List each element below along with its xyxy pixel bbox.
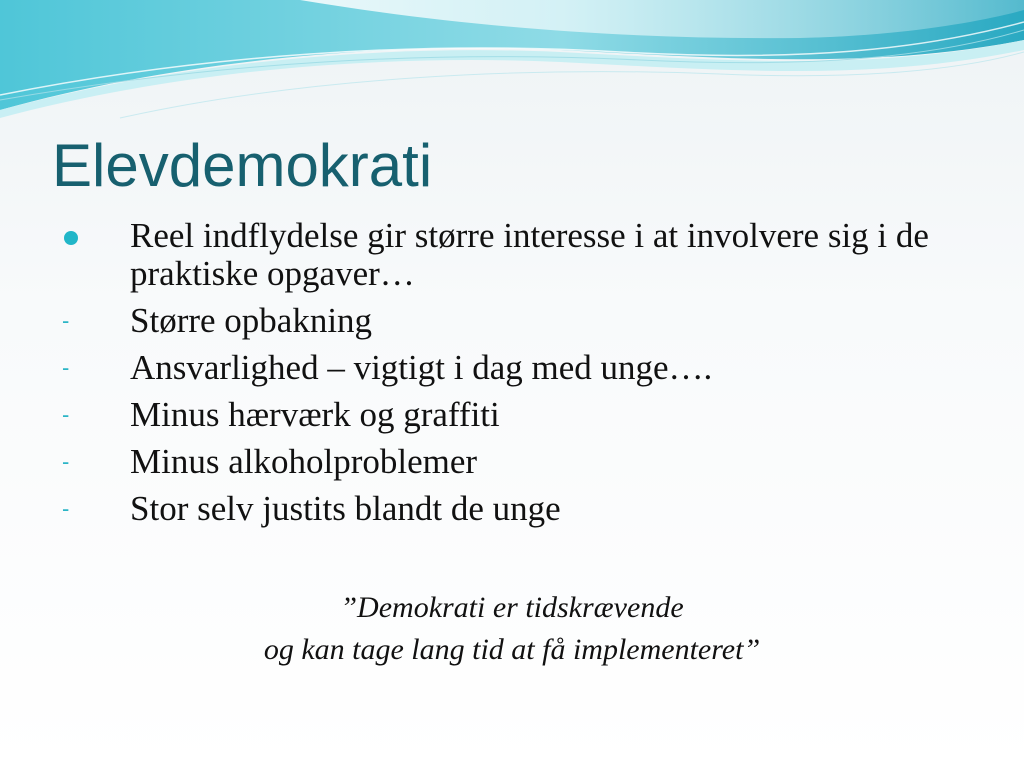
bullet-dot-icon	[64, 231, 78, 245]
bullet-text: Reel indflydelse gir større interesse i at involvere sig i de praktiske opgaver…	[130, 216, 929, 293]
quote	[0, 587, 1024, 671]
bullet-text: Større opbakning	[130, 301, 373, 340]
dash-marker-icon: -	[62, 308, 70, 333]
dash-marker-icon: -	[62, 449, 70, 474]
bullet-item	[60, 349, 970, 387]
bullet-item	[60, 443, 970, 481]
bullet-text: Stor selv justits blandt de unge	[130, 489, 561, 528]
dash-marker-icon: -	[62, 355, 70, 380]
quote-line: og kan tage lang tid at få implementeret”	[263, 633, 761, 666]
bullet-item	[60, 302, 970, 340]
bullet-text: Minus hærværk og graffiti	[130, 395, 500, 434]
bullet-list	[60, 217, 970, 528]
dash-marker-icon: -	[62, 402, 70, 427]
wave-decoration	[0, 0, 1024, 130]
bullet-item	[60, 396, 970, 434]
bullet-item	[60, 490, 970, 528]
quote-line: ”Demokrati er tidskrævende	[340, 591, 684, 624]
bullet-item	[60, 217, 970, 293]
dash-marker-icon: -	[62, 496, 70, 521]
bullet-text: Ansvarlighed – vigtigt i dag med unge….	[130, 348, 713, 387]
slide-title: Elevdemokrati	[52, 132, 433, 199]
bullet-text: Minus alkoholproblemer	[130, 442, 478, 481]
